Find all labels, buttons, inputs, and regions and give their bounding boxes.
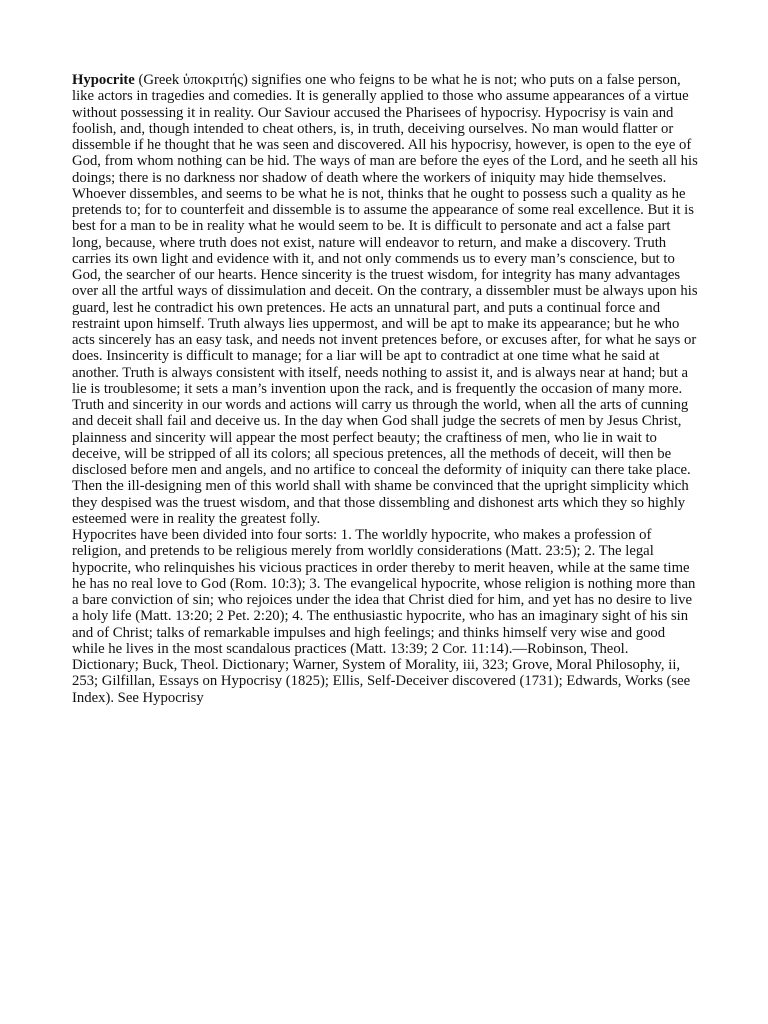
document-page [72, 72, 698, 706]
sorts-paragraph: Hypocrites have been divided into four sorts: 1. The worldly hypocrite, who makes a profession of religion, and pretends to be religious merely from worldly considerations (Matt. 23:5); 2. The legal hypocrite, who relinquishes his vicious practices in order thereby to merit heaven, while at the same time he has no real love to God (Rom. 10:3); 3. The evangelical hypocrite, whose religion is nothing more than a bare conviction of sin; who rejoices under the idea that Christ died for him, and yet has no desire to live a holy life (Matt. 13:20; 2 Pet. 2:20); 4. The enthusiastic hypocrite, who has an imaginary sight of his sin and of Christ; talks of remarkable impulses and high feelings; and thinks himself very wise and good while he lives in the most scandalous practices (Matt. 13:39; 2 Cor. 11:14).—Robinson, Theol. Dictionary; Buck, Theol. Dictionary; Warner, System of Morality, iii, 323; Grove, Moral Philosophy, ii, 253; Gilfillan, Essays on Hypocrisy (1825); Ellis, Self-Deceiver discovered (1731); Edwards, Works (see Index). See Hypocrisy [72, 527, 696, 706]
definition-text: (Greek ὑποκριτής) signifies one who feigns to be what he is not; who puts on a false person, like actors in tragedies and comedies. It is generally applied to those who assume appearances of a virtue without possessing it in reality. Our Saviour accused the Pharisees of hypocrisy. Hypocrisy is vain and foolish, and, though intended to cheat others, is, in truth, deceiving ourselves. No man would flatter or dissemble if he thought that he was seen and discovered. All his hypocrisy, however, is open to the eye of God, from whom nothing can be hid. The ways of man are before the eyes of the Lord, and he seeth all his doings; there is no darkness nor shadow of death where the workers of iniquity may hide themselves. Whoever dissembles, and seems to be what he is not, thinks that he ought to possess such a quality as he pretends to; for to counterfeit and dissemble is to assume the appearance of some real excellence. But it is best for a man to be in reality what he would seem to be. It is difficult to personate and act a false part long, because, where truth does not exist, nature will endeavor to return, and make a discovery. Truth carries its own light and evidence with it, and not only commends us to every man’s conscience, but to God, the searcher of our hearts. Hence sincerity is the truest wisdom, for integrity has many advantages over all the artful ways of dissimulation and deceit. On the contrary, a dissembler must be always upon his guard, lest he contradict his own pretences. He acts an unnatural part, and puts a continual force and restraint upon himself. Truth always lies uppermost, and will be apt to make its appearance; but he who acts sincerely has an easy task, and needs not invent pretences before, or excuses after, for what he says or does. Insincerity is difficult to manage; for a liar will be apt to contradict at one time what he said at another. Truth is always consistent with itself, needs nothing to assist it, and is always near at hand; but a lie is troublesome; it sets a man’s invention upon the rack, and is frequently the occasion of many more. Truth and sincerity in our words and actions will carry us through the world, when all the arts of cunning and deceit shall fail and deceive us. In the day when God shall judge the secrets of men by Jesus Christ, plainness and sincerity will appear the most perfect beauty; the craftiness of men, who lie in wait to deceive, will be stripped of all its colors; all specious pretences, all the methods of deceit, will then be disclosed before men and angels, and no artifice to conceal the deformity of iniquity can there take place. Then the ill-designing men of this world shall with shame be convinced that the upright simplicity which they despised was the truest wisdom, and that those dissembling and dishonest arts which they so highly esteemed were in reality the greatest folly. [72, 72, 698, 527]
entry-headword: Hypocrite [72, 72, 135, 88]
definition-paragraph [72, 72, 698, 527]
